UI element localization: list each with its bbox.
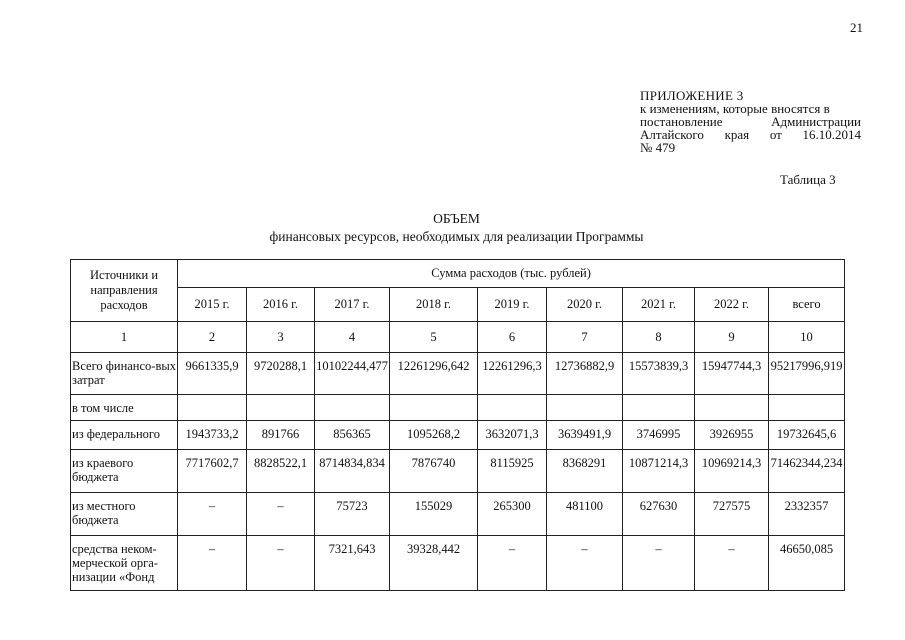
table-cell: 10102244,477 (315, 353, 390, 395)
appendix-line-4: № 479 (640, 140, 676, 155)
table-cell: 265300 (478, 493, 547, 536)
year-header: 2019 г. (478, 288, 547, 322)
heading (70, 210, 843, 246)
appendix-line-2-b: Администрации (771, 114, 861, 129)
table-cell: 8368291 (547, 450, 623, 493)
heading-title: ОБЪЕМ (433, 211, 480, 226)
table-cell: 7876740 (390, 450, 478, 493)
table-cell: 627630 (623, 493, 695, 536)
table-cell: – (547, 536, 623, 591)
row-label: Всего финансо-вых затрат (71, 353, 178, 395)
column-number: 4 (315, 322, 390, 353)
table-cell: 3632071,3 (478, 421, 547, 450)
table-cell: 7321,643 (315, 536, 390, 591)
column-number: 7 (547, 322, 623, 353)
table-cell: 39328,442 (390, 536, 478, 591)
column-number: 10 (769, 322, 845, 353)
table-cell: 71462344,234 (769, 450, 845, 493)
table-row (71, 421, 845, 450)
table-cell: – (247, 536, 315, 591)
table-cell: 727575 (695, 493, 769, 536)
table-cell: 1943733,2 (178, 421, 247, 450)
table-cell: 9720288,1 (247, 353, 315, 395)
table-cell: 12736882,9 (547, 353, 623, 395)
table-cell (547, 395, 623, 421)
column-number: 8 (623, 322, 695, 353)
appendix-line-1: к изменениям, которые вносятся в (640, 101, 830, 116)
appendix-line-3-a: Алтайского (640, 127, 704, 142)
row-label: из местного бюджета (71, 493, 178, 536)
table-row (71, 450, 845, 493)
table-cell (247, 395, 315, 421)
total-header: всего (769, 288, 845, 322)
year-header: 2015 г. (178, 288, 247, 322)
table-row (71, 536, 845, 591)
appendix-line-2-a: постановление (640, 114, 723, 129)
table-cell (769, 395, 845, 421)
table-cell: 46650,085 (769, 536, 845, 591)
table-cell: 15947744,3 (695, 353, 769, 395)
year-header: 2018 г. (390, 288, 478, 322)
year-header: 2017 г. (315, 288, 390, 322)
table-cell: 155029 (390, 493, 478, 536)
table-cell: 15573839,3 (623, 353, 695, 395)
table-cell: 3746995 (623, 421, 695, 450)
heading-subtitle: финансовых ресурсов, необходимых для реализации Программы (269, 229, 644, 244)
column-number: 1 (71, 322, 178, 353)
column-number: 2 (178, 322, 247, 353)
table-cell (478, 395, 547, 421)
year-header: 2021 г. (623, 288, 695, 322)
table-row (71, 353, 845, 395)
table-cell: 3926955 (695, 421, 769, 450)
table-cell: – (478, 536, 547, 591)
row-label: в том числе (71, 395, 178, 421)
table-cell: 1095268,2 (390, 421, 478, 450)
table-cell: 19732645,6 (769, 421, 845, 450)
header-row-1 (71, 260, 845, 288)
table-cell (623, 395, 695, 421)
table-cell: 7717602,7 (178, 450, 247, 493)
header-row-2 (71, 288, 845, 322)
table-cell: 12261296,3 (478, 353, 547, 395)
table-cell (315, 395, 390, 421)
table-cell: 8828522,1 (247, 450, 315, 493)
table-row (71, 493, 845, 536)
sum-header: Сумма расходов (тыс. рублей) (178, 260, 845, 288)
table-cell: 856365 (315, 421, 390, 450)
table-cell (390, 395, 478, 421)
appendix-title: ПРИЛОЖЕНИЕ 3 (640, 88, 744, 103)
table-cell (695, 395, 769, 421)
column-number: 3 (247, 322, 315, 353)
table-cell: 2332357 (769, 493, 845, 536)
year-header: 2016 г. (247, 288, 315, 322)
appendix-block (640, 89, 861, 154)
row-label: из федерального (71, 421, 178, 450)
table-cell: 75723 (315, 493, 390, 536)
table-cell: 481100 (547, 493, 623, 536)
table-cell: – (247, 493, 315, 536)
appendix-line-3-c: от (769, 127, 782, 142)
table-cell: 8714834,834 (315, 450, 390, 493)
table-cell: 9661335,9 (178, 353, 247, 395)
table-cell: – (178, 536, 247, 591)
table-cell: 891766 (247, 421, 315, 450)
source-header: Источники и направления расходов (71, 260, 178, 322)
appendix-line-3-d: 16.10.2014 (802, 127, 861, 142)
column-number: 9 (695, 322, 769, 353)
table-label: Таблица 3 (780, 172, 836, 187)
table-cell: 10871214,3 (623, 450, 695, 493)
row-label: из краевого бюджета (71, 450, 178, 493)
appendix-line-3-b: края (724, 127, 750, 142)
table-cell: 95217996,919 (769, 353, 845, 395)
table-cell: 10969214,3 (695, 450, 769, 493)
table-cell: – (178, 493, 247, 536)
table-row (71, 395, 845, 421)
column-number: 6 (478, 322, 547, 353)
column-number: 5 (390, 322, 478, 353)
year-header: 2020 г. (547, 288, 623, 322)
table-cell: – (695, 536, 769, 591)
table-cell: 12261296,642 (390, 353, 478, 395)
table-cell: – (623, 536, 695, 591)
table-cell: 3639491,9 (547, 421, 623, 450)
table-cell (178, 395, 247, 421)
year-header: 2022 г. (695, 288, 769, 322)
table-cell: 8115925 (478, 450, 547, 493)
row-label: средства неком-мерческой орга-низации «Фонд (71, 536, 178, 591)
column-number-row (71, 322, 845, 353)
page-number: 21 (850, 20, 863, 35)
budget-table (70, 259, 845, 591)
